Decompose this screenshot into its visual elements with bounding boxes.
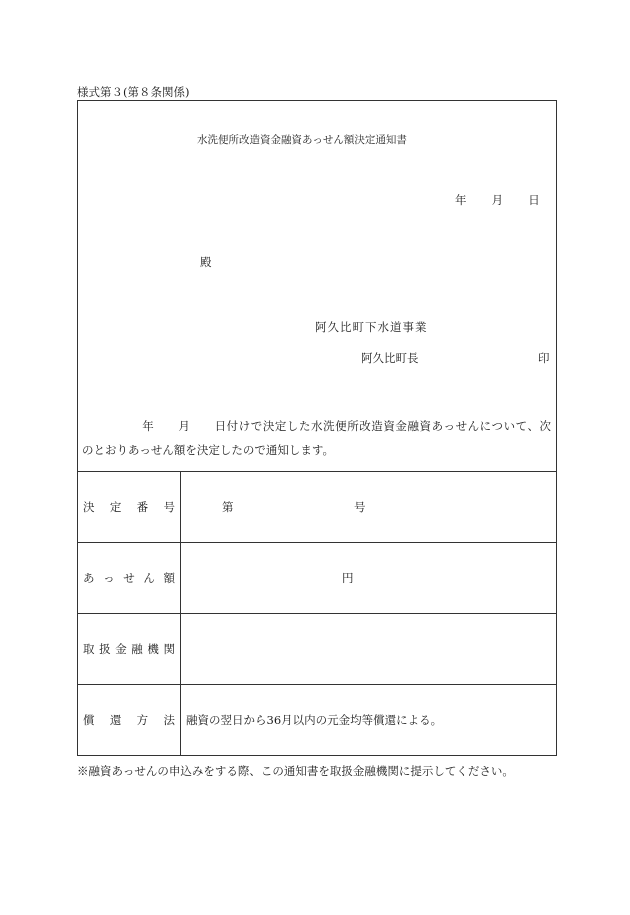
detail-table (78, 471, 556, 755)
financial-institution-value (181, 614, 556, 684)
addressee-suffix: 殿 (200, 255, 212, 269)
row-label-cell (78, 472, 181, 542)
table-row-loan-amount (78, 542, 556, 613)
loan-amount-label: あ っ せ ん 額 (83, 571, 175, 585)
decision-number-label: 決 定 番 号 (83, 500, 175, 514)
table-row-financial-institution (78, 613, 556, 684)
row-label-cell (78, 543, 181, 613)
repayment-method-value: 融資の翌日から36月以内の元金均等償還による。 (186, 713, 443, 727)
repayment-method-label: 償 還 方 法 (83, 713, 175, 727)
table-row-repayment-method (78, 684, 556, 755)
issue-date: 年 月 日 (455, 193, 541, 207)
form-number-label: 様式第３(第８条関係) (77, 85, 190, 99)
row-label-cell (78, 685, 181, 755)
issuer-organization: 阿久比町下水道事業 (315, 320, 428, 334)
body-text-line-2: のとおりあっせん額を決定したので通知します。 (82, 443, 334, 457)
table-row-decision-number (78, 471, 556, 542)
footnote: ※融資あっせんの申込みをする際、この通知書を取扱金融機関に提示してください。 (77, 764, 514, 778)
document-title: 水洗便所改造資金融資あっせん額決定通知書 (197, 134, 407, 146)
loan-amount-value: 円 (342, 571, 354, 585)
financial-institution-label: 取扱金融機関 (83, 642, 175, 656)
issuer-title: 阿久比町長 (361, 351, 419, 365)
decision-number-value: 第 号 (222, 500, 366, 514)
body-text-line-1: 年 月 日付けで決定した水洗便所改造資金融資あっせんについて、次 (82, 419, 551, 433)
seal-mark: 印 (538, 351, 550, 365)
notice-frame (77, 100, 557, 756)
row-label-cell (78, 614, 181, 684)
